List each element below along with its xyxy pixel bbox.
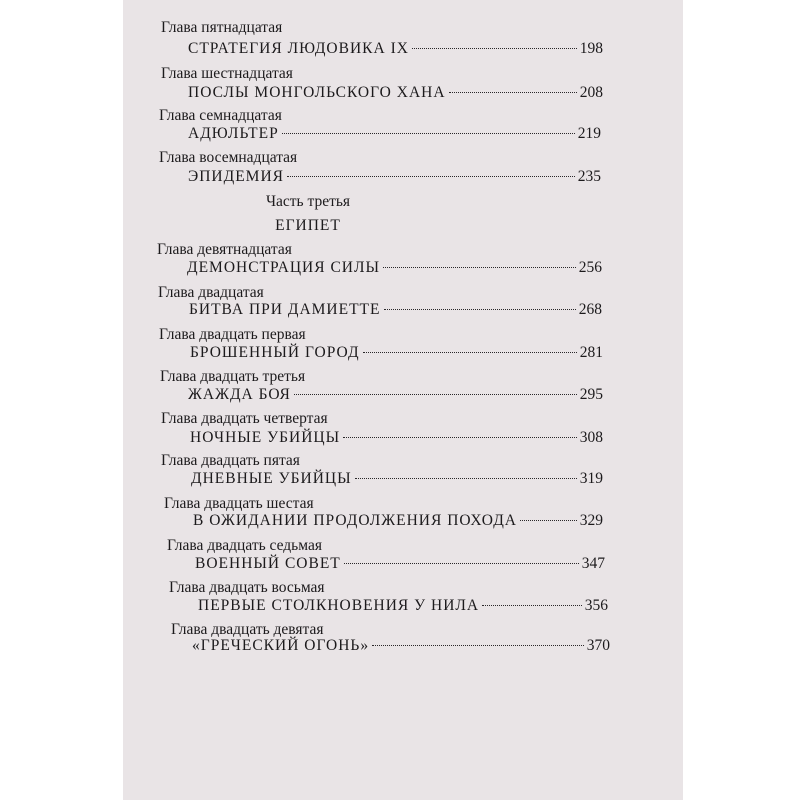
chapter-title: «ГРЕЧЕСКИЙ ОГОНЬ» (192, 637, 370, 654)
chapter-label: Глава двадцать пятая (161, 452, 300, 469)
toc-entry (190, 429, 603, 447)
page-number: 208 (579, 84, 603, 101)
chapter-label: Глава восемнадцатая (159, 149, 298, 166)
dot-leader (355, 478, 577, 479)
page-number: 219 (577, 125, 601, 142)
toc-entry (188, 125, 601, 143)
page-number: 308 (579, 429, 603, 446)
table-of-contents (123, 0, 683, 800)
toc-entry (188, 40, 603, 58)
part-title: ЕГИПЕТ (275, 217, 341, 234)
toc-entry (191, 470, 603, 488)
page-number: 347 (581, 555, 605, 572)
dot-leader (383, 267, 576, 268)
toc-entry (192, 637, 610, 655)
page-number: 319 (579, 470, 603, 487)
chapter-title: СТРАТЕГИЯ ЛЮДОВИКА IX (188, 40, 409, 57)
chapter-title: ЭПИДЕМИЯ (188, 168, 284, 185)
part-label: Часть третья (265, 193, 351, 210)
page-number: 370 (586, 637, 610, 654)
chapter-label: Глава шестнадцатая (161, 65, 293, 82)
chapter-title: ПЕРВЫЕ СТОЛКНОВЕНИЯ У НИЛА (198, 597, 480, 614)
page-number: 198 (579, 40, 603, 57)
chapter-title: ЖАЖДА БОЯ (188, 386, 291, 403)
chapter-title: ДНЕВНЫЕ УБИЙЦЫ (191, 470, 352, 487)
chapter-label: Глава двадцать шестая (164, 495, 314, 512)
dot-leader (372, 645, 584, 646)
chapter-title: БИТВА ПРИ ДАМИЕТТЕ (189, 301, 381, 318)
page-number: 235 (577, 168, 601, 185)
chapter-title: ВОЕННЫЙ СОВЕТ (195, 555, 341, 572)
dot-leader (287, 176, 575, 177)
toc-entry (188, 386, 603, 404)
toc-entry (198, 597, 608, 615)
chapter-title: ПОСЛЫ МОНГОЛЬСКОГО ХАНА (188, 84, 446, 101)
chapter-label: Глава двадцатая (158, 284, 264, 301)
page-number: 256 (578, 259, 602, 276)
chapter-label: Глава двадцать восьмая (169, 579, 325, 596)
chapter-title: БРОШЕННЫЙ ГОРОД (190, 344, 360, 361)
toc-entry (195, 555, 605, 573)
dot-leader (482, 605, 582, 606)
dot-leader (449, 92, 577, 93)
dot-leader (412, 48, 577, 49)
book-page (123, 0, 683, 800)
page-number: 281 (579, 344, 603, 361)
chapter-label: Глава двадцать третья (160, 368, 306, 385)
toc-entry (193, 512, 603, 530)
toc-entry (190, 344, 603, 362)
dot-leader (363, 352, 577, 353)
chapter-label: Глава двадцать четвертая (161, 410, 328, 427)
toc-entry (188, 168, 601, 186)
chapter-label: Глава пятнадцатая (161, 19, 283, 36)
dot-leader (384, 309, 576, 310)
chapter-title: АДЮЛЬТЕР (188, 125, 279, 142)
chapter-label: Глава семнадцатая (159, 107, 282, 124)
page-number: 268 (578, 301, 602, 318)
chapter-title: В ОЖИДАНИИ ПРОДОЛЖЕНИЯ ПОХОДА (193, 512, 517, 529)
chapter-label: Глава двадцать седьмая (167, 537, 322, 554)
chapter-title: НОЧНЫЕ УБИЙЦЫ (190, 429, 341, 446)
dot-leader (294, 394, 577, 395)
dot-leader (344, 563, 579, 564)
toc-entry (188, 84, 603, 102)
toc-entry (189, 301, 602, 319)
chapter-label: Глава девятнадцатая (157, 241, 292, 258)
chapter-label: Глава двадцать девятая (171, 621, 324, 638)
dot-leader (343, 437, 577, 438)
page-number: 295 (579, 386, 603, 403)
dot-leader (282, 133, 575, 134)
toc-entry (187, 259, 602, 277)
chapter-title: ДЕМОНСТРАЦИЯ СИЛЫ (187, 259, 381, 276)
page-number: 329 (579, 512, 603, 529)
page-number: 356 (584, 597, 608, 614)
chapter-label: Глава двадцать первая (159, 326, 306, 343)
dot-leader (520, 520, 577, 521)
